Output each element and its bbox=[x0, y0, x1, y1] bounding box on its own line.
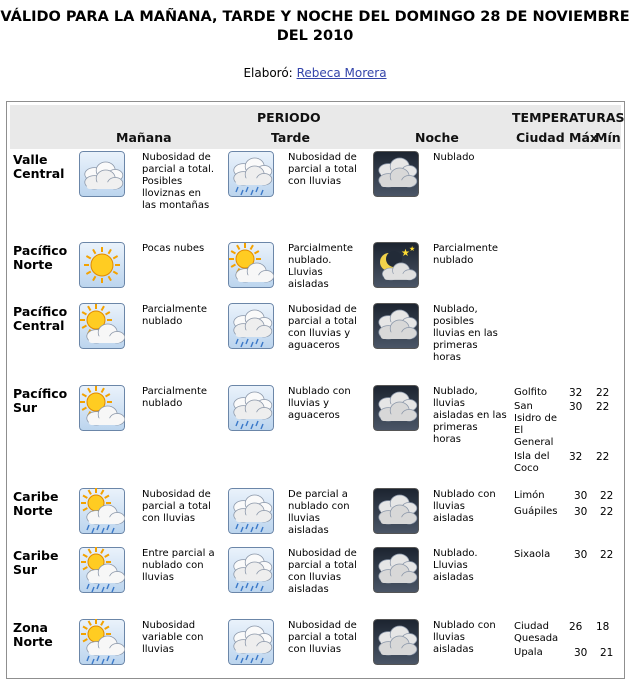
header-ciudad: Ciudad bbox=[516, 130, 565, 145]
region-name: Caribe Sur bbox=[13, 548, 59, 577]
region-name: Valle Central bbox=[13, 152, 65, 181]
forecast-manana-text: Pocas nubes bbox=[142, 243, 205, 254]
city-name: Isla del Coco bbox=[514, 451, 550, 474]
forecast-manana-text: Parcialmente nublado bbox=[142, 386, 208, 409]
temp-max: 32 bbox=[569, 451, 583, 463]
city-name: Sixaola bbox=[514, 549, 551, 560]
temp-max: 30 bbox=[574, 506, 588, 518]
city-name: Ciudad Quesada bbox=[514, 621, 559, 644]
forecast-noche-text: Nublado bbox=[433, 152, 475, 163]
author-label: Elaboró: bbox=[243, 66, 293, 80]
temp-max: 32 bbox=[569, 387, 583, 399]
region-name: Zona Norte bbox=[13, 620, 53, 649]
header-max: Máx bbox=[569, 130, 598, 145]
cloudy-rain-icon bbox=[228, 619, 274, 665]
night-cloudy-icon bbox=[373, 303, 419, 349]
city-name: Limón bbox=[514, 490, 545, 501]
cloudy-icon bbox=[79, 151, 125, 197]
sun-cloud-rain-icon bbox=[79, 619, 125, 665]
temp-min: 22 bbox=[600, 490, 614, 502]
page-title: VÁLIDO PARA LA MAÑANA, TARDE Y NOCHE DEL DOMINGO 28 DE NOVIEMBRE DEL 2010 bbox=[0, 9, 630, 44]
partly-cloudy-icon bbox=[228, 242, 274, 288]
forecast-noche-text: Nublado, lluvias aisladas en las primeras horas bbox=[433, 386, 507, 445]
temp-min: 21 bbox=[600, 647, 614, 659]
author-link[interactable]: Rebeca Morera bbox=[296, 66, 387, 80]
sunny-icon bbox=[79, 242, 125, 288]
forecast-noche-text: Nublado, posibles lluvias en las primeras horas bbox=[433, 304, 498, 363]
forecast-manana-text: Nubosidad de parcial a total con lluvias bbox=[142, 489, 211, 524]
night-cloudy-icon bbox=[373, 619, 419, 665]
forecast-manana-text: Nubosidad variable con lluvias bbox=[142, 620, 204, 655]
city-name: Upala bbox=[514, 647, 543, 658]
temp-min: 18 bbox=[596, 621, 610, 633]
temp-max: 30 bbox=[574, 647, 588, 659]
temp-max: 26 bbox=[569, 621, 583, 633]
temp-min: 22 bbox=[596, 451, 610, 463]
temp-max: 30 bbox=[569, 401, 583, 413]
svg-text:★: ★ bbox=[401, 248, 410, 259]
city-name: Golfito bbox=[514, 387, 547, 398]
partly-cloudy-icon bbox=[79, 303, 125, 349]
forecast-noche-text: Nublado. Lluvias aisladas bbox=[433, 548, 478, 583]
header-min: Mín bbox=[595, 130, 621, 145]
night-cloudy-icon bbox=[373, 385, 419, 431]
cloudy-rain-icon bbox=[228, 547, 274, 593]
forecast-manana-text: Entre parcial a nublado con lluvias bbox=[142, 548, 215, 583]
region-name: Pacífico Sur bbox=[13, 386, 68, 415]
forecast-table bbox=[6, 101, 625, 679]
forecast-tarde-text: Nubosidad de parcial a total con lluvias y aguaceros bbox=[288, 304, 357, 351]
forecast-manana-text: Nubosidad de parcial a total. Posibles lloviznas en las montañas bbox=[142, 152, 215, 211]
cloudy-rain-icon bbox=[228, 303, 274, 349]
forecast-noche-text: Nublado con lluvias aisladas bbox=[433, 489, 496, 524]
author-line bbox=[0, 66, 630, 80]
night-cloudy-icon bbox=[373, 151, 419, 197]
forecast-noche-text: Nublado con lluvias aisladas bbox=[433, 620, 496, 655]
cloudy-rain-icon bbox=[228, 488, 274, 534]
cloudy-rain-icon bbox=[228, 385, 274, 431]
city-name: Guápiles bbox=[514, 506, 558, 517]
night-cloudy-icon bbox=[373, 547, 419, 593]
temp-max: 30 bbox=[574, 549, 588, 561]
temp-max: 30 bbox=[574, 490, 588, 502]
cloudy-rain-icon bbox=[228, 151, 274, 197]
region-name: Caribe Norte bbox=[13, 489, 59, 518]
temp-min: 22 bbox=[596, 401, 610, 413]
moon-partly-cloudy-icon bbox=[373, 242, 419, 288]
forecast-tarde-text: Parcialmente nublado. Lluvias aisladas bbox=[288, 243, 354, 290]
header-manana: Mañana bbox=[116, 130, 172, 145]
svg-text:★: ★ bbox=[409, 245, 416, 253]
forecast-tarde-text: Nubosidad de parcial a total con lluvias aisladas bbox=[288, 548, 357, 595]
partly-cloudy-icon bbox=[79, 385, 125, 431]
forecast-tarde-text: Nubosidad de parcial a total con lluvias bbox=[288, 620, 357, 655]
temp-min: 22 bbox=[600, 506, 614, 518]
sun-cloud-rain-icon bbox=[79, 547, 125, 593]
night-cloudy-icon bbox=[373, 488, 419, 534]
forecast-tarde-text: Nubosidad de parcial a total con lluvias bbox=[288, 152, 357, 187]
sun-cloud-rain-icon bbox=[79, 488, 125, 534]
forecast-tarde-text: Nublado con lluvias y aguaceros bbox=[288, 386, 351, 421]
city-name: San Isidro de El General bbox=[514, 401, 557, 448]
header-noche: Noche bbox=[415, 130, 459, 145]
forecast-tarde-text: De parcial a nublado con lluvias aisladas bbox=[288, 489, 350, 536]
region-name: Pacífico Norte bbox=[13, 243, 68, 272]
header-temperaturas: TEMPERATURAS bbox=[512, 110, 625, 125]
temp-min: 22 bbox=[596, 387, 610, 399]
region-name: Pacífico Central bbox=[13, 304, 68, 333]
header-tarde: Tarde bbox=[271, 130, 310, 145]
header-periodo: PERIODO bbox=[257, 110, 321, 125]
temp-min: 22 bbox=[600, 549, 614, 561]
forecast-noche-text: Parcialmente nublado bbox=[433, 243, 499, 266]
forecast-manana-text: Parcialmente nublado bbox=[142, 304, 208, 327]
